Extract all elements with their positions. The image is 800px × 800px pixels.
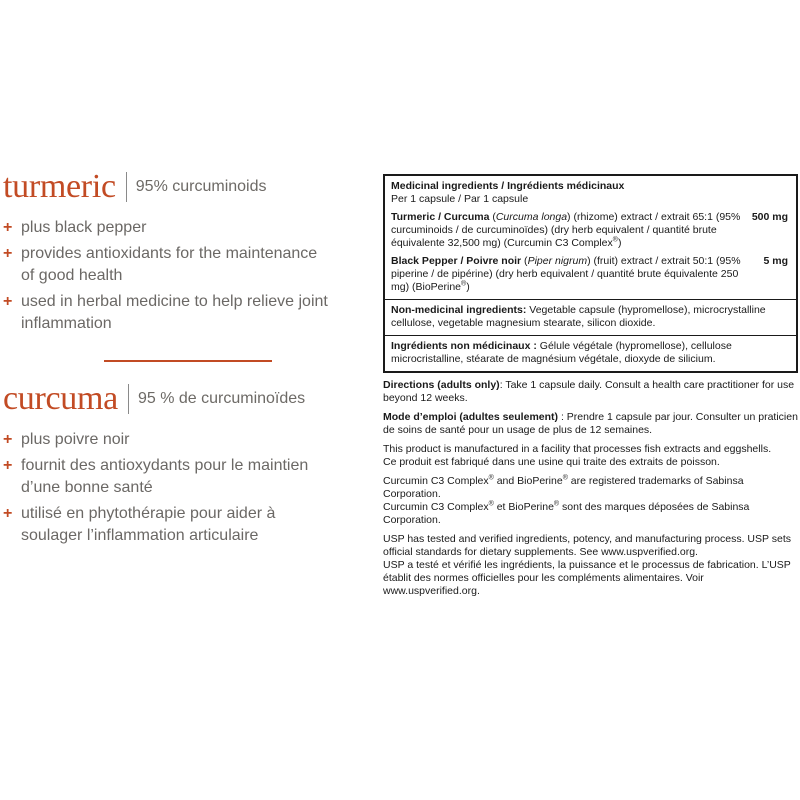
allergen-english: This product is manufactured in a facility that processes fish extracts and eggshells. <box>383 443 772 455</box>
non-medicinal-label: Ingrédients non médicinaux : <box>391 340 537 352</box>
ingredient-name: Black Pepper / Poivre noir <box>391 255 522 267</box>
registered-mark: ® <box>612 236 618 244</box>
usp-french: USP a testé et vérifié les ingrédients, la puissance et le processus de fabrication. L’USP établit des normes officielles pour les compléments alimentaires. Voir www.uspverified.org. <box>383 559 791 597</box>
ingredient-description <box>391 211 752 250</box>
non-medicinal-french-section <box>385 335 796 371</box>
latin-name: Piper nigrum <box>527 255 588 267</box>
trademark-text: are registered trademarks of Sabinsa Corporation. <box>383 475 744 500</box>
claims-column <box>0 0 370 800</box>
paren-close: ) <box>617 237 622 249</box>
directions-label: Directions (adults only) <box>383 379 500 391</box>
usp-statement <box>383 533 798 598</box>
paren-open: ( <box>521 255 528 267</box>
dose-basis: Per 1 capsule / Par 1 capsule <box>391 193 529 205</box>
claim-text: plus poivre noir <box>21 431 130 448</box>
plus-icon: + <box>3 219 13 236</box>
registered-mark: ® <box>461 280 467 288</box>
trademark-statement <box>383 475 798 527</box>
directions-text: : Prendre 1 capsule par jour. Consulter un praticien de soins de santé pour un usage de plus de 12 semaines. <box>383 411 798 436</box>
ingredient-description <box>391 255 763 294</box>
ingredient-row-turmeric <box>391 211 790 250</box>
french-claims-list <box>3 429 333 551</box>
french-heading <box>3 379 305 419</box>
strength-french: 95 % de curcuminoïdes <box>137 390 306 407</box>
paren-open: ( <box>489 211 496 223</box>
ingredient-name: Turmeric / Curcuma <box>391 211 490 223</box>
registered-mark: ® <box>488 500 494 508</box>
trademark-text: Curcumin C3 Complex <box>383 475 489 487</box>
ingredient-amount: 500 mg <box>751 211 788 223</box>
brand-name-french: curcuma <box>3 380 118 417</box>
claim-text: plus black pepper <box>21 219 147 236</box>
plus-icon: + <box>3 505 13 522</box>
trademark-text: Curcumin C3 Complex <box>383 501 489 513</box>
directions-label: Mode d’emploi (adultes seulement) <box>383 411 559 423</box>
non-medicinal-text: Vegetable capsule (hypromellose), microcrystalline cellulose, vegetable magnesium stearate, silicon dioxide. <box>391 304 766 329</box>
claim-item <box>3 429 333 451</box>
plus-icon: + <box>3 431 13 448</box>
english-claims-list <box>3 217 333 339</box>
directions-french <box>383 411 798 437</box>
usp-english: USP has tested and verified ingredients, potency, and manufacturing process. USP sets official standards for dietary supplements. See www.uspverified.org. <box>383 533 791 558</box>
claim-item <box>3 217 333 239</box>
brand-name-english: turmeric <box>3 168 116 205</box>
claim-item <box>3 503 333 547</box>
registered-mark: ® <box>488 474 494 482</box>
claim-item <box>3 243 333 287</box>
ingredients-panel <box>383 174 798 373</box>
language-separator <box>104 360 272 362</box>
directions-text: : Take 1 capsule daily. Consult a health care practitioner for use beyond 12 weeks. <box>383 379 795 404</box>
plus-icon: + <box>3 245 13 262</box>
allergen-french: Ce produit est fabriqué dans une usine qui traite des extraits de poisson. <box>383 456 720 468</box>
non-medicinal-english-section <box>385 299 796 335</box>
ingredient-detail: ) (rhizome) extract / extrait 65:1 (95% curcuminoids / de curcuminoïdes) (dry herb equivalent / quantité brute équivalente 32,500 mg) (Curcumin C3 Complex <box>391 211 741 249</box>
non-medicinal-label: Non-medicinal ingredients: <box>391 304 527 316</box>
ingredient-amount: 5 mg <box>763 255 788 267</box>
trademark-text: et BioPerine <box>493 501 554 513</box>
plus-icon: + <box>3 293 13 310</box>
claim-text: provides antioxidants for the maintenance of good health <box>21 245 318 284</box>
claim-item <box>3 455 333 499</box>
label-column <box>383 174 798 598</box>
heading-divider <box>128 384 129 414</box>
ingredient-detail: ) (fruit) extract / extrait 50:1 (95% piperine / de pipérine) (dry herb equivalent / quantité brute équivalente 250 mg) (BioPerine <box>391 255 741 293</box>
strength-english: 95% curcuminoids <box>135 178 267 195</box>
paren-close: ) <box>466 281 470 293</box>
claim-text: fournit des antioxydants pour le maintien d’une bonne santé <box>21 457 309 496</box>
medicinal-ingredients-section <box>385 176 796 299</box>
registered-mark: ® <box>553 500 560 508</box>
ingredient-row-black-pepper <box>391 255 790 294</box>
directions-english <box>383 379 798 405</box>
english-heading <box>3 167 267 207</box>
plus-icon: + <box>3 457 13 474</box>
registered-mark: ® <box>562 474 568 482</box>
trademark-text: and BioPerine <box>493 475 563 487</box>
trademark-english <box>383 475 798 501</box>
allergen-statement <box>383 443 798 469</box>
claim-text: utilisé en phytothérapie pour aider à soulager l’inflammation articulaire <box>21 505 276 544</box>
claim-item <box>3 291 333 335</box>
claim-text: used in herbal medicine to help relieve joint inflammation <box>21 293 328 332</box>
trademark-text: sont des marques déposées de Sabinsa Corporation. <box>383 501 750 526</box>
medicinal-heading: Medicinal ingredients / Ingrédients médicinaux <box>391 180 625 192</box>
heading-divider <box>126 172 127 202</box>
non-medicinal-text: Gélule végétale (hypromellose), cellulose microcristalline, stéarate de magnésium végétale, dioxyde de silicium. <box>391 340 732 365</box>
latin-name: Curcuma longa <box>495 211 568 223</box>
trademark-french <box>383 501 798 527</box>
